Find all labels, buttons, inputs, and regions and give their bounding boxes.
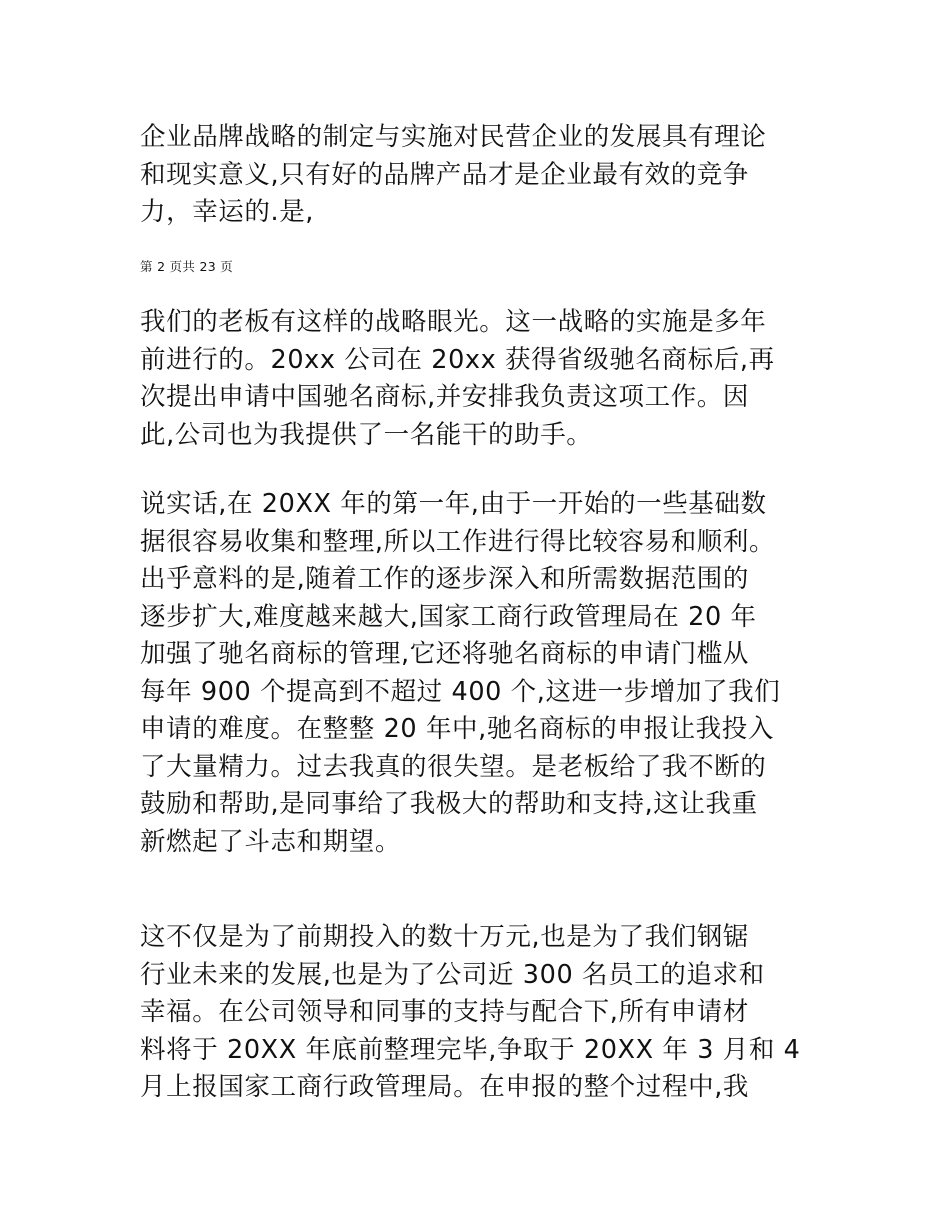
text-line: 此,公司也为我提供了一名能干的助手。 <box>140 419 593 450</box>
text-line: 和现实意义,只有好的品牌产品才是企业最有效的竞争 <box>140 159 750 190</box>
paragraph-1 <box>140 119 820 232</box>
paragraph-2 <box>140 304 820 454</box>
text-line: 逐步扩大,难度越来越大,国家工商行政管理局在 20 年 <box>140 601 757 632</box>
text-line: 幸福。在公司领导和同事的支持与配合下,所有申请材 <box>140 997 750 1027</box>
text-line: 申请的难度。在整整 20 年中,驰名商标的申报让我投入 <box>140 714 774 744</box>
text-line: 我们的老板有这样的战略眼光。这一战略的实施是多年 <box>140 307 767 337</box>
page-number: 第 2 页共 23 页 <box>140 259 234 274</box>
text-line: 了大量精力。过去我真的很失望。是老板给了我不断的 <box>140 751 767 782</box>
text-line: 加强了驰名商标的管理,它还将驰名商标的申请门槛从 <box>140 639 750 669</box>
text-line: 这不仅是为了前期投入的数十万元,也是为了我们钢锯 <box>140 922 750 952</box>
text-line: 次提出申请中国驰名商标,并安排我负责这项工作。因 <box>140 382 750 412</box>
text-line: 料将于 20XX 年底前整理完毕,争取于 20XX 年 3 月和 4 <box>140 1034 801 1065</box>
text-line: 鼓励和帮助,是同事给了我极大的帮助和支持,这让我重 <box>140 789 758 819</box>
text-line: 新燃起了斗志和期望。 <box>140 826 402 857</box>
text-line: 月上报国家工商行政管理局。在申报的整个过程中,我 <box>140 1072 750 1102</box>
text-line: 行业未来的发展,也是为了公司近 300 名员工的追求和 <box>140 959 765 990</box>
text-line: 出乎意料的是,随着工作的逐步深入和所需数据范围的 <box>140 564 750 594</box>
paragraph-3 <box>140 486 820 861</box>
text-line: 据很容易收集和整理,所以工作进行得比较容易和顺利。 <box>140 526 776 557</box>
text-line: 企业品牌战略的制定与实施对民营企业的发展具有理论 <box>140 122 767 152</box>
text-line: 每年 900 个提高到不超过 400 个,这进一步增加了我们 <box>140 676 781 707</box>
text-line: 力，幸运的.是, <box>140 197 315 227</box>
text-line: 说实话,在 20XX 年的第一年,由于一开始的一些基础数 <box>140 489 767 519</box>
text-line: 前进行的。20xx 公司在 20xx 获得省级驰名商标后,再 <box>140 344 775 375</box>
paragraph-4 <box>140 919 820 1107</box>
